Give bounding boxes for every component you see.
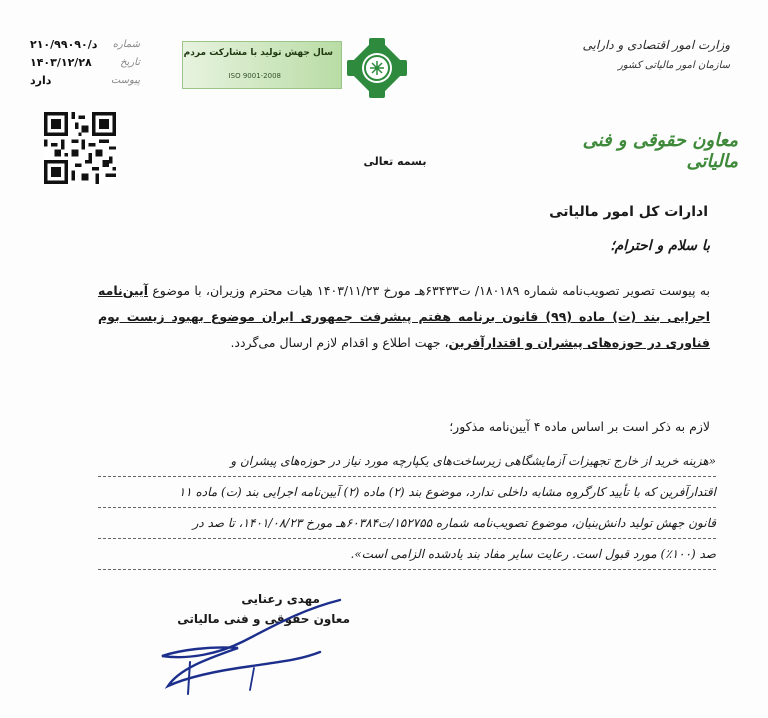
letter-number: د/۲۱۰/۹۹۰۹۰ (30, 38, 98, 51)
qr-code-icon (44, 112, 116, 184)
tax-organization-emblem-icon (343, 36, 411, 100)
body-paragraph-closing: ، جهت اطلاع و اقدام لازم ارسال می‌گردد. (230, 335, 449, 350)
ministry-name: وزارت امور اقتصادی و دارایی (582, 38, 730, 52)
signer-name: مهدی رعنایی (241, 592, 320, 606)
banner-slogan: سال جهش تولید با مشارکت مردم (183, 48, 333, 58)
letter-greeting: با سلام و احترام؛ (610, 238, 710, 254)
letter-addressee: ادارات کل امور مالیاتی (549, 204, 708, 220)
body-paragraph-subject: آیین‌نامه اجرایی بند (ت) ماده (۹۹) قانون برنامه هفتم پیشرفت جمهوری ایران موضوع بهبود زیست بوم فناوری در حوزه‌های پیشران و اقتدارآفرین (98, 283, 711, 350)
letter-date: ۱۴۰۳/۱۲/۲۸ (30, 56, 92, 69)
quote-line: قانون جهش تولید دانش‌بنیان، موضوع تصویب‌نامه شماره ۱۵۲۷۵۵/ت۶۰۳۸۴هـ مورخ ۱۴۰۱/۰۸/۲۳، تا صد در (98, 508, 716, 539)
quote-line: اقتدارآفرین که با تأیید کارگروه مشابه داخلی ندارد، موضوع بند (۲) ماده (۲) آیین‌نامه اجرایی بند (ت) ماده ۱۱ (98, 477, 716, 508)
body-paragraph-subject-prefix: با موضوع (148, 283, 202, 298)
letter-attachment-row (30, 72, 140, 90)
letter-note: لازم به ذکر است بر اساس ماده ۴ آیین‌نامه مذکور؛ (449, 419, 710, 434)
banner-iso: ISO 9001-2008 (228, 72, 281, 80)
organization-name: سازمان امور مالیاتی کشور (618, 60, 730, 71)
quoted-article (98, 446, 716, 570)
quote-line: صد (۱۰۰٪) مورد قبول است. رعایت سایر مفاد بند یادشده الزامی است». (98, 539, 716, 570)
basmala: بسمه تعالی (363, 155, 427, 168)
letter-number-label: شماره (112, 39, 140, 50)
handwritten-signature (150, 590, 360, 700)
letter-meta (30, 36, 140, 90)
ministry-heading (530, 38, 730, 71)
signer-title: معاون حقوقی و فنی مالیاتی (177, 612, 350, 626)
letter-number-row (30, 36, 140, 54)
body-paragraph-intro: به پیوست تصویر تصویب‌نامه شماره ۱۸۰۱۸۹/ ت۶۳۴۳۳هـ مورخ ۱۴۰۳/۱۱/۲۳ هیات محترم وزیران، (205, 283, 711, 298)
letter-body (98, 278, 710, 356)
slogan-banner (182, 41, 342, 89)
letter-date-label: تاریخ (120, 57, 140, 68)
letter-date-row (30, 54, 140, 72)
letter-attachment: دارد (30, 74, 52, 87)
letter-attachment-label: پیوست (110, 75, 140, 86)
quote-line: «هزینه خرید از خارج تجهیزات آزمایشگاهی زیرساخت‌های یکپارچه مورد نیاز در حوزه‌های پیشران و (98, 446, 716, 477)
deputy-title: معاون حقوقی و فنی مالیاتی (582, 130, 738, 172)
